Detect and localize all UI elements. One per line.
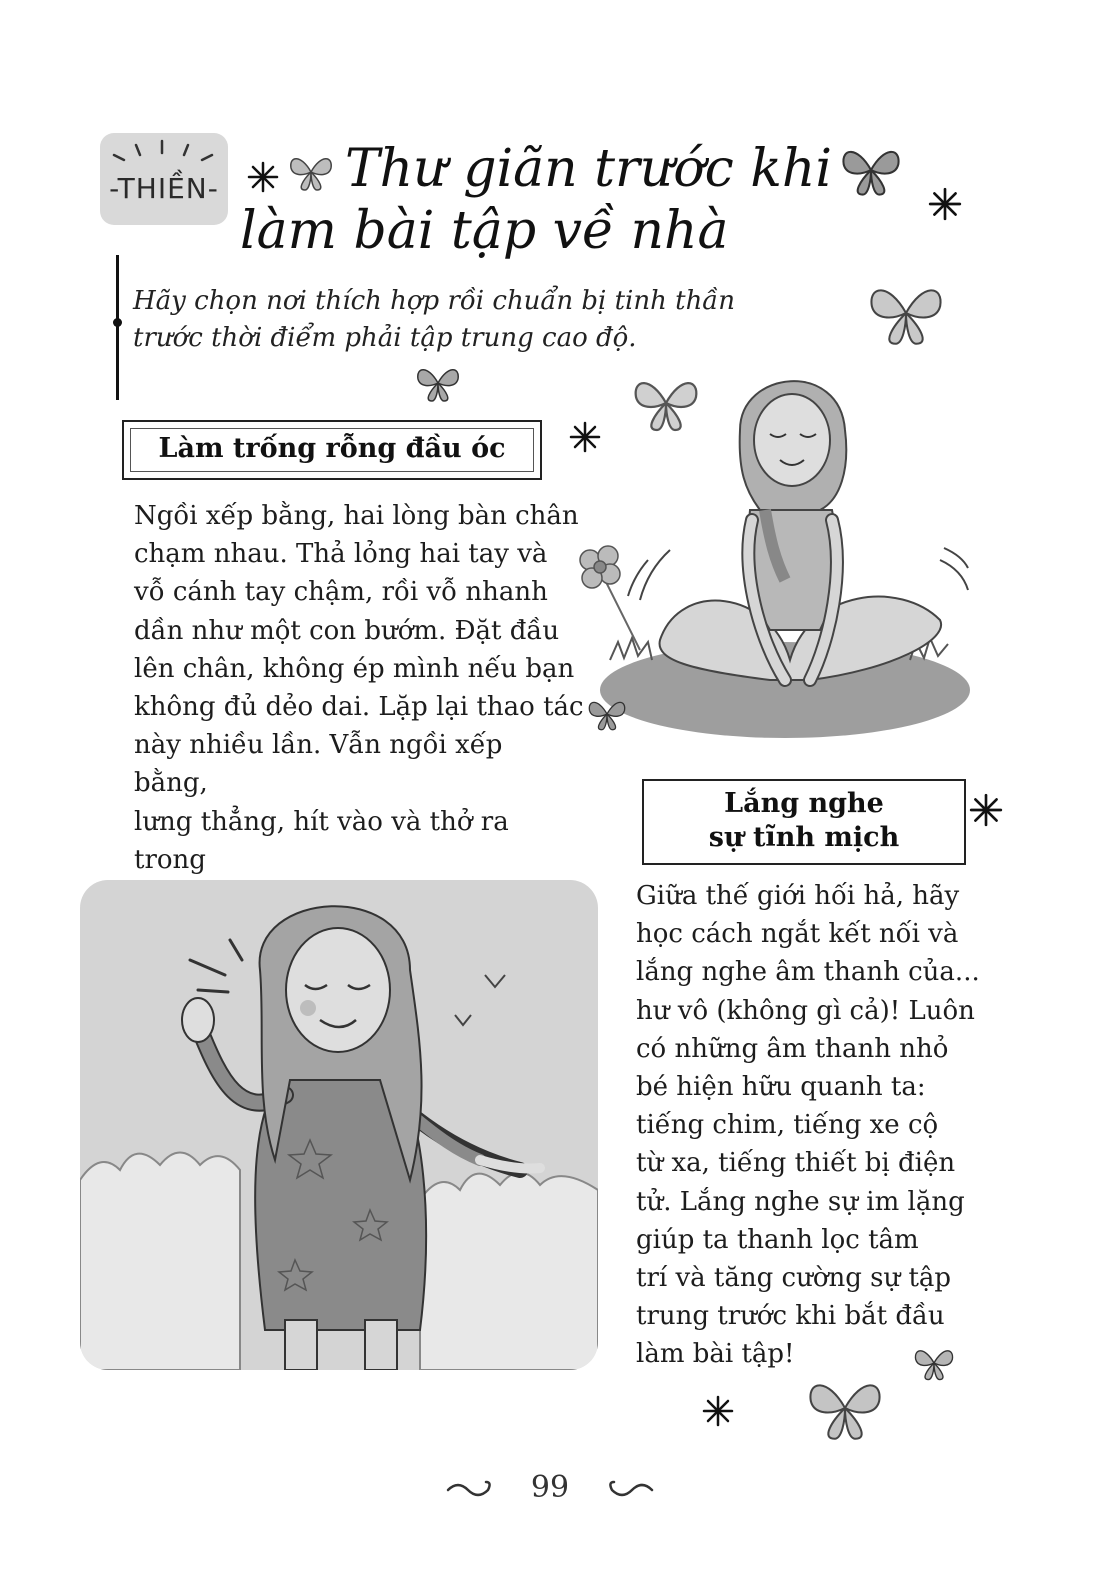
- section2-line: học cách ngắt kết nối và: [636, 919, 959, 950]
- section1-line: Ngồi xếp bằng, hai lòng bàn chân: [134, 501, 579, 531]
- subtitle-dot: [113, 318, 122, 327]
- section2-line: có những âm thanh nhỏ: [636, 1033, 949, 1064]
- section2-line: hư vô (không gì cả)! Luôn: [636, 995, 975, 1026]
- tag-rays-icon: [100, 133, 228, 173]
- seated-girl-illustration: [570, 360, 990, 750]
- section1-line: lên chân, không ép mình nếu bạn: [134, 653, 575, 684]
- section1-line: dần như một con bướm. Đặt đầu: [134, 615, 560, 646]
- section1-heading: Làm trống rỗng đầu óc: [158, 433, 506, 464]
- standing-girl-illustration-panel: [80, 880, 598, 1370]
- flourish-icon: [606, 1478, 654, 1500]
- butterfly-icon: [586, 694, 628, 734]
- subtitle-line-2: trước thời điểm phải tập trung cao độ.: [133, 323, 637, 353]
- section1-line: chạm nhau. Thả lỏng hai tay và: [134, 539, 548, 570]
- sparkle-icon: [701, 1394, 735, 1428]
- butterfly-icon: [836, 140, 906, 200]
- subtitle-bar: [116, 255, 119, 400]
- butterfly-icon: [287, 150, 335, 194]
- butterfly-icon: [865, 274, 947, 352]
- section1-line: lưng thẳng, hít vào và thở ra trong: [134, 806, 509, 875]
- title-line-2: làm bài tập về nhà: [240, 201, 729, 261]
- section2-line: giúp ta thanh lọc tâm: [636, 1224, 919, 1255]
- sparkle-icon: [927, 186, 963, 222]
- section1-line: vỗ cánh tay chậm, rồi vỗ nhanh: [134, 577, 548, 608]
- section2-line: trung trước khi bắt đầu: [636, 1301, 945, 1332]
- tag-label: -THIỀN-: [109, 172, 219, 205]
- section2-line: làm bài tập!: [636, 1339, 795, 1370]
- section2-heading-line-2: sự tĩnh mịch: [708, 822, 900, 853]
- section2-body: [636, 877, 986, 1374]
- flourish-icon: [446, 1478, 494, 1500]
- section2-line: Giữa thế giới hối hả, hãy: [636, 881, 960, 911]
- section1-line: không đủ dẻo dai. Lặp lại thao tác: [134, 692, 584, 723]
- subtitle: [133, 283, 773, 357]
- section2-heading-line-1: Lắng nghe: [724, 788, 884, 819]
- section2-line: tử. Lắng nghe sự im lặng: [636, 1186, 965, 1217]
- section2-heading: [642, 787, 966, 855]
- title-line-1: Thư giãn trước khi: [345, 139, 832, 199]
- section2-line: lắng nghe âm thanh của...: [636, 957, 980, 988]
- standing-girl-illustration: [80, 880, 598, 1370]
- section1-line: này nhiều lần. Vẫn ngồi xếp bằng,: [134, 730, 503, 799]
- section2-line: trí và tăng cường sự tập: [636, 1263, 952, 1294]
- section2-line: từ xa, tiếng thiết bị điện: [636, 1148, 956, 1179]
- section1-body: [134, 497, 584, 917]
- sparkle-icon: [968, 792, 1004, 828]
- section2-line: tiếng chim, tiếng xe cộ: [636, 1110, 939, 1141]
- page-number: 99: [530, 1470, 570, 1505]
- sparkle-icon: [246, 160, 280, 194]
- butterfly-icon: [414, 360, 462, 406]
- subtitle-line-1: Hãy chọn nơi thích hợp rồi chuẩn bị tinh thần: [133, 286, 735, 316]
- butterfly-icon: [804, 1368, 886, 1448]
- section2-line: bé hiện hữu quanh ta:: [636, 1072, 926, 1103]
- butterfly-icon: [912, 1342, 956, 1384]
